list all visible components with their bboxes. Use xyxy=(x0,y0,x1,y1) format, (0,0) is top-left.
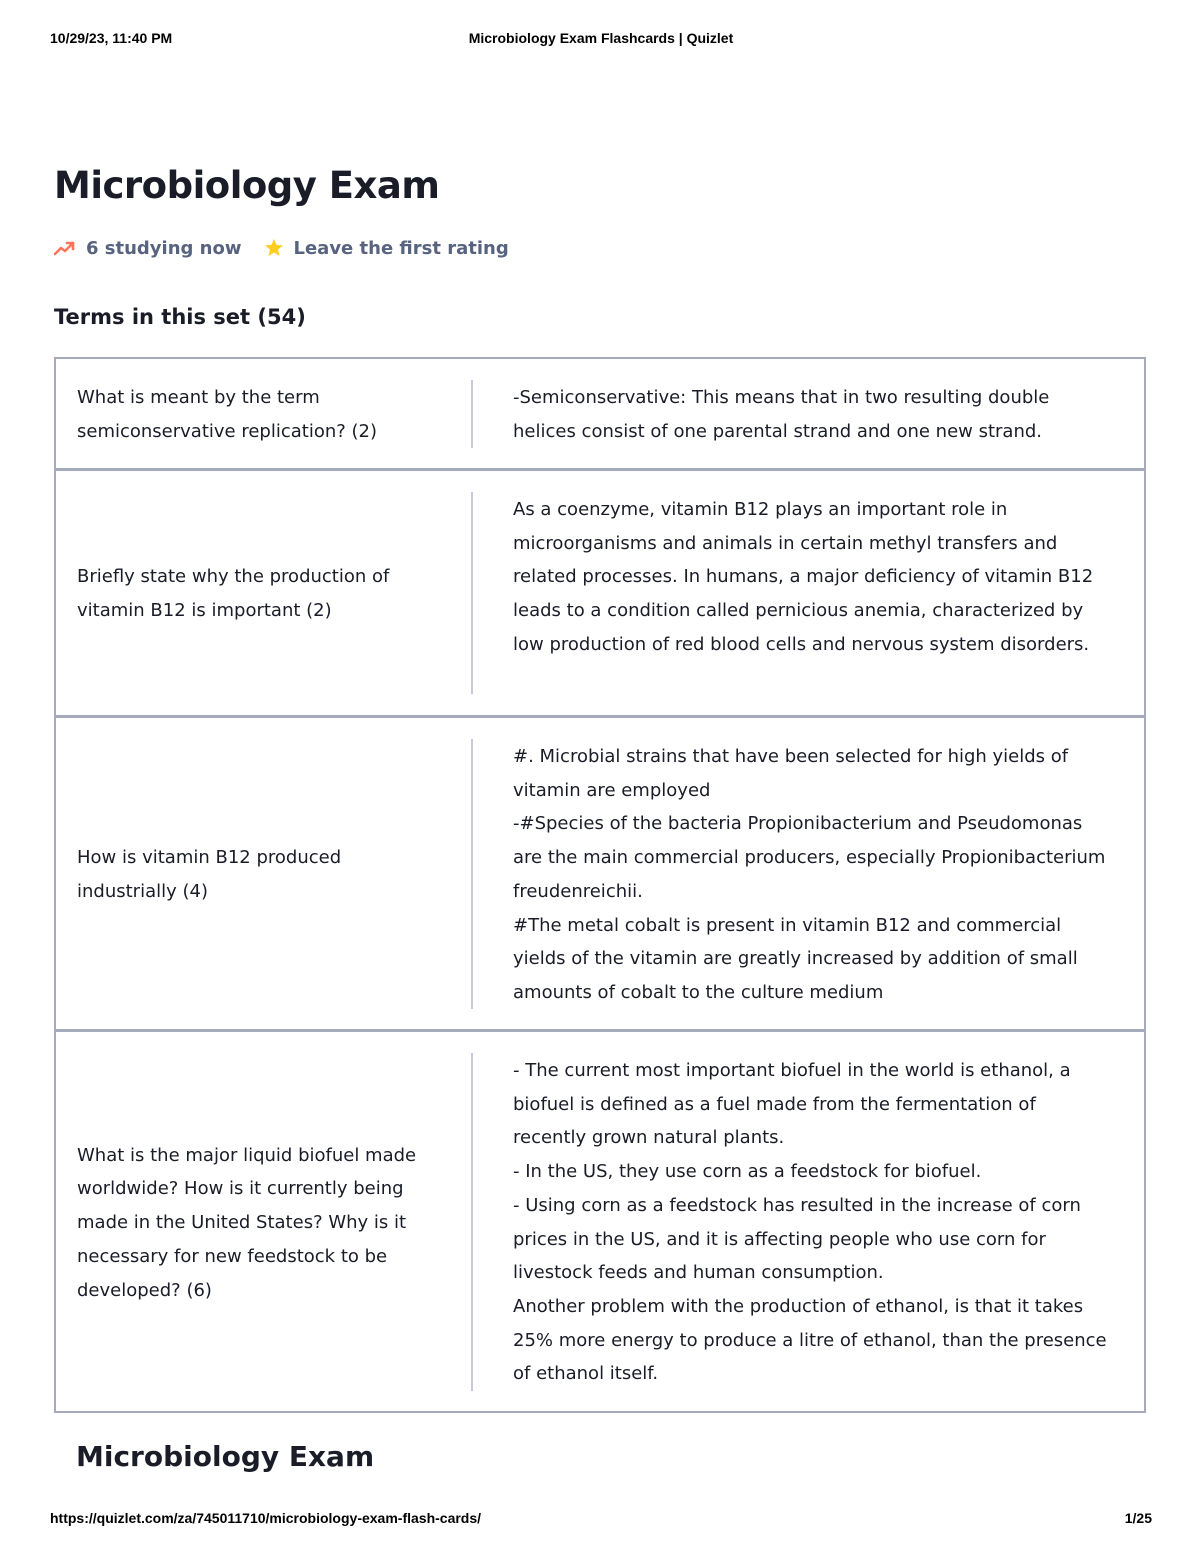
page-url: https://quizlet.com/za/745011710/microbiology-exam-flash-cards/ xyxy=(50,1510,482,1526)
set-title: Microbiology Exam xyxy=(54,164,440,207)
term-text: Briefly state why the production of vitamin B12 is important (2) xyxy=(77,566,390,621)
terms-heading: Terms in this set (54) xyxy=(54,305,306,329)
terms-table xyxy=(54,357,1146,1413)
row-divider xyxy=(471,380,473,448)
leave-rating-link[interactable]: Leave the first rating xyxy=(293,237,509,259)
term-row xyxy=(56,718,1144,1032)
term-row xyxy=(56,359,1144,471)
term-row xyxy=(56,471,1144,718)
studying-now-count: 6 studying now xyxy=(86,237,242,259)
definition-text: -Semiconservative: This means that in two resulting double helices consist of one parental strand and one new strand. xyxy=(513,387,1050,442)
row-divider xyxy=(471,492,473,694)
set-meta xyxy=(54,236,509,260)
print-header xyxy=(50,30,1152,50)
term-row xyxy=(56,1032,1144,1411)
definition-text: - The current most important biofuel in the world is ethanol, a biofuel is defined as a fuel made from the fermentation of recently grown natural plants. - In the US, they use corn as a feedstock for biofuel. - Using corn as a feedstock has resulted in the increase of corn prices in the US, and it is affecting people who use corn for livestock feeds and human consumption. Another problem with the production of ethanol, is that it takes 25% more energy to produce a litre of ethanol, than the presence of ethanol itself. xyxy=(513,1060,1107,1385)
footer-set-title: Microbiology Exam xyxy=(76,1440,375,1473)
print-datetime: 10/29/23, 11:40 PM xyxy=(50,30,173,46)
definition-text: #. Microbial strains that have been selected for high yields of vitamin are employed -#Species of the bacteria Propionibacterium and Pseudomonas are the main commercial producers, especially Propionibacterium freudenreichii. #The metal cobalt is present in vitamin B12 and commercial yields of the vitamin are greatly increased by addition of small amounts of cobalt to the culture medium xyxy=(513,746,1106,1003)
term-text: How is vitamin B12 produced industrially (4) xyxy=(77,847,342,902)
term-text: What is the major liquid biofuel made worldwide? How is it currently being made in the United States? Why is it necessary for new feedstock to be developed? (6) xyxy=(77,1144,417,1301)
trending-up-icon xyxy=(54,240,76,256)
row-divider xyxy=(471,739,473,1009)
print-footer xyxy=(50,1510,1152,1530)
row-divider xyxy=(471,1053,473,1391)
term-text: What is meant by the term semiconservative replication? (2) xyxy=(77,387,378,442)
page-number: 1/25 xyxy=(1124,1510,1152,1526)
star-icon[interactable] xyxy=(264,238,284,258)
definition-text: As a coenzyme, vitamin B12 plays an important role in microorganisms and animals in certain methyl transfers and related processes. In humans, a major deficiency of vitamin B12 leads to a condition called pernicious anemia, characterized by low production of red blood cells and nervous system disorders. xyxy=(513,499,1094,655)
print-page-title: Microbiology Exam Flashcards | Quizlet xyxy=(468,30,734,46)
